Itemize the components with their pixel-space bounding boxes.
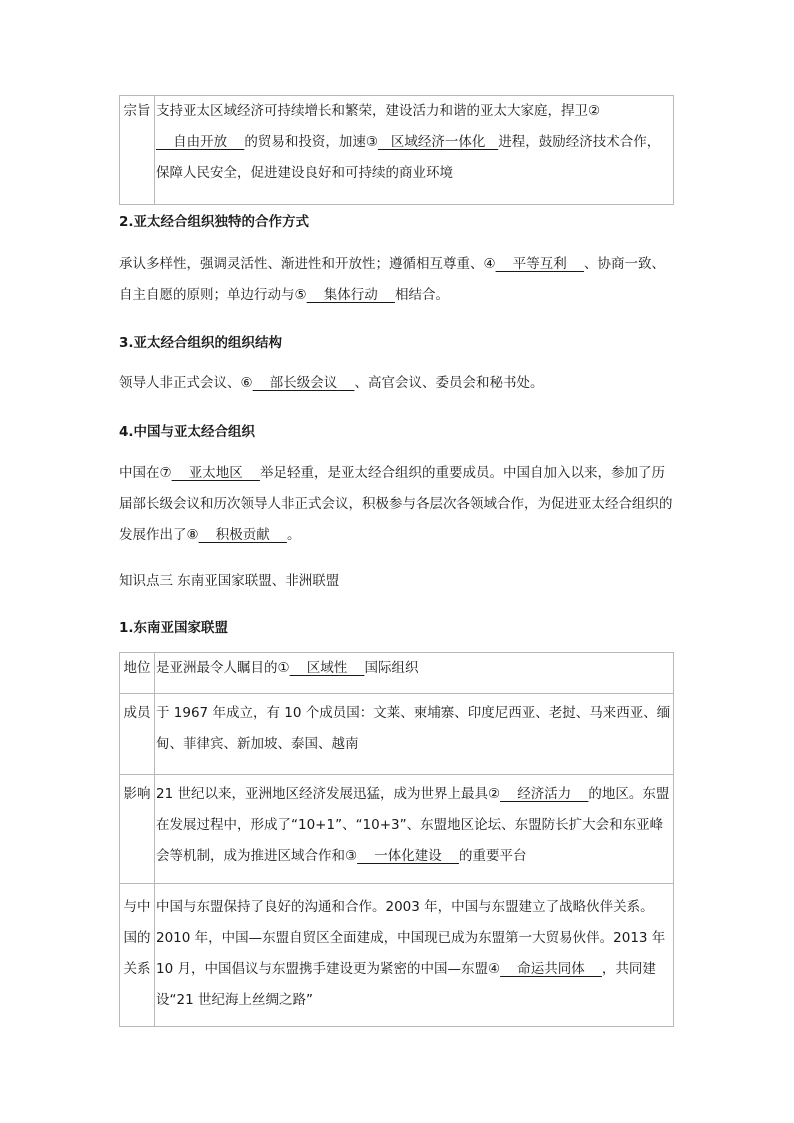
- text-segment: 领导人非正式会议、⑥: [119, 375, 253, 391]
- answer-blank: 一体化建设: [357, 848, 459, 864]
- text-segment: 进程，鼓励经济技术合作，保障人民安全，促进建设良好和可持续的商业环境: [156, 134, 661, 181]
- text-segment: 国际组织: [364, 660, 419, 676]
- answer-blank: 区域经济一体化: [377, 134, 499, 150]
- section-paragraph: [119, 368, 675, 399]
- row-label: 影响: [120, 775, 155, 884]
- text-segment: 的地区。东盟在发展过程中，形成了“10+1”、“10+3”、东盟地区论坛、东盟防长扩大会和东亚峰会等机制，成为推进区域合作和③: [156, 786, 670, 864]
- apec-purpose-table: [119, 95, 674, 205]
- answer-blank: 部长级会议: [252, 375, 355, 391]
- text-segment: 是亚洲最令人瞩目的①: [156, 660, 290, 676]
- section-heading: 2.亚太经合组织独特的合作方式: [119, 214, 310, 230]
- row-content: [155, 96, 674, 205]
- text-segment: 的贸易和投资，加速③: [244, 134, 378, 150]
- text-segment: 中国在⑦: [119, 465, 172, 481]
- table-row: [120, 653, 674, 694]
- text-segment: 中国与东盟保持了良好的沟通和合作。2003 年，中国与东盟建立了战略伙伴关系。2010 年，中国—东盟自贸区全面建成，中国现已成为东盟第一大贸易伙伴。2013 年 10 月，中国倡议与东盟携手建设更为紧密的中国—东盟④: [156, 899, 666, 977]
- row-content: [155, 653, 674, 694]
- asean-table: [119, 652, 674, 1027]
- text-segment: 、高官会议、委员会和秘书处。: [354, 375, 544, 391]
- section-heading: 4.中国与亚太经合组织: [119, 424, 256, 440]
- table-row: [120, 694, 674, 775]
- row-label: 地位: [120, 653, 155, 694]
- text-segment: 的重要平台: [458, 848, 527, 864]
- answer-blank: 命运共同体: [500, 961, 602, 977]
- table-row: [120, 884, 674, 1027]
- text-segment: 、协商一致、自主自愿的原则；单边行动与⑤: [119, 256, 665, 303]
- text-segment: 相结合。: [394, 287, 449, 303]
- row-content: 于 1967 年成立，有 10 个成员国：文莱、柬埔寨、印度尼西亚、老挝、马来西亚、缅甸、菲律宾、新加坡、泰国、越南: [155, 694, 674, 775]
- text-segment: ，共同建设“21 世纪海上丝绸之路”: [156, 961, 656, 1008]
- answer-blank: 自由开放: [156, 134, 245, 150]
- row-label: 成员: [120, 694, 155, 775]
- text-segment: 。: [286, 527, 301, 543]
- answer-blank: 经济活力: [500, 786, 589, 802]
- answer-blank: 平等互利: [495, 256, 584, 272]
- row-content: [155, 775, 674, 884]
- table-row: [120, 775, 674, 884]
- answer-blank: 亚太地区: [171, 465, 260, 481]
- row-label: 宗旨: [120, 96, 155, 205]
- answer-blank: 积极贡献: [198, 527, 287, 543]
- answer-blank: 区域性: [289, 660, 365, 676]
- text-segment: 承认多样性，强调灵活性、渐进性和开放性；遵循相互尊重、④: [119, 256, 496, 272]
- section-heading: 1.东南亚国家联盟: [119, 620, 229, 636]
- table-row: [120, 96, 674, 205]
- answer-blank: 集体行动: [306, 287, 395, 303]
- knowledge-point-title: 知识点三 东南亚国家联盟、非洲联盟: [119, 573, 340, 589]
- text-segment: 21 世纪以来，亚洲地区经济发展迅猛，成为世界上最具②: [156, 786, 501, 802]
- section-paragraph: [119, 458, 675, 551]
- text-segment: 举足轻重，是亚太经合组织的重要成员。中国自加入以来，参加了历届部长级会议和历次领导人非正式会议，积极参与各层次各领域合作，为促进亚太经合组织的发展作出了⑧: [119, 465, 673, 543]
- row-label: 与中国的关系: [120, 884, 155, 1027]
- row-content: [155, 884, 674, 1027]
- section-paragraph: [119, 249, 675, 311]
- section-heading: 3.亚太经合组织的组织结构: [119, 335, 283, 351]
- text-segment: 支持亚太区域经济可持续增长和繁荣，建设活力和谐的亚太大家庭，捍卫②: [156, 103, 601, 119]
